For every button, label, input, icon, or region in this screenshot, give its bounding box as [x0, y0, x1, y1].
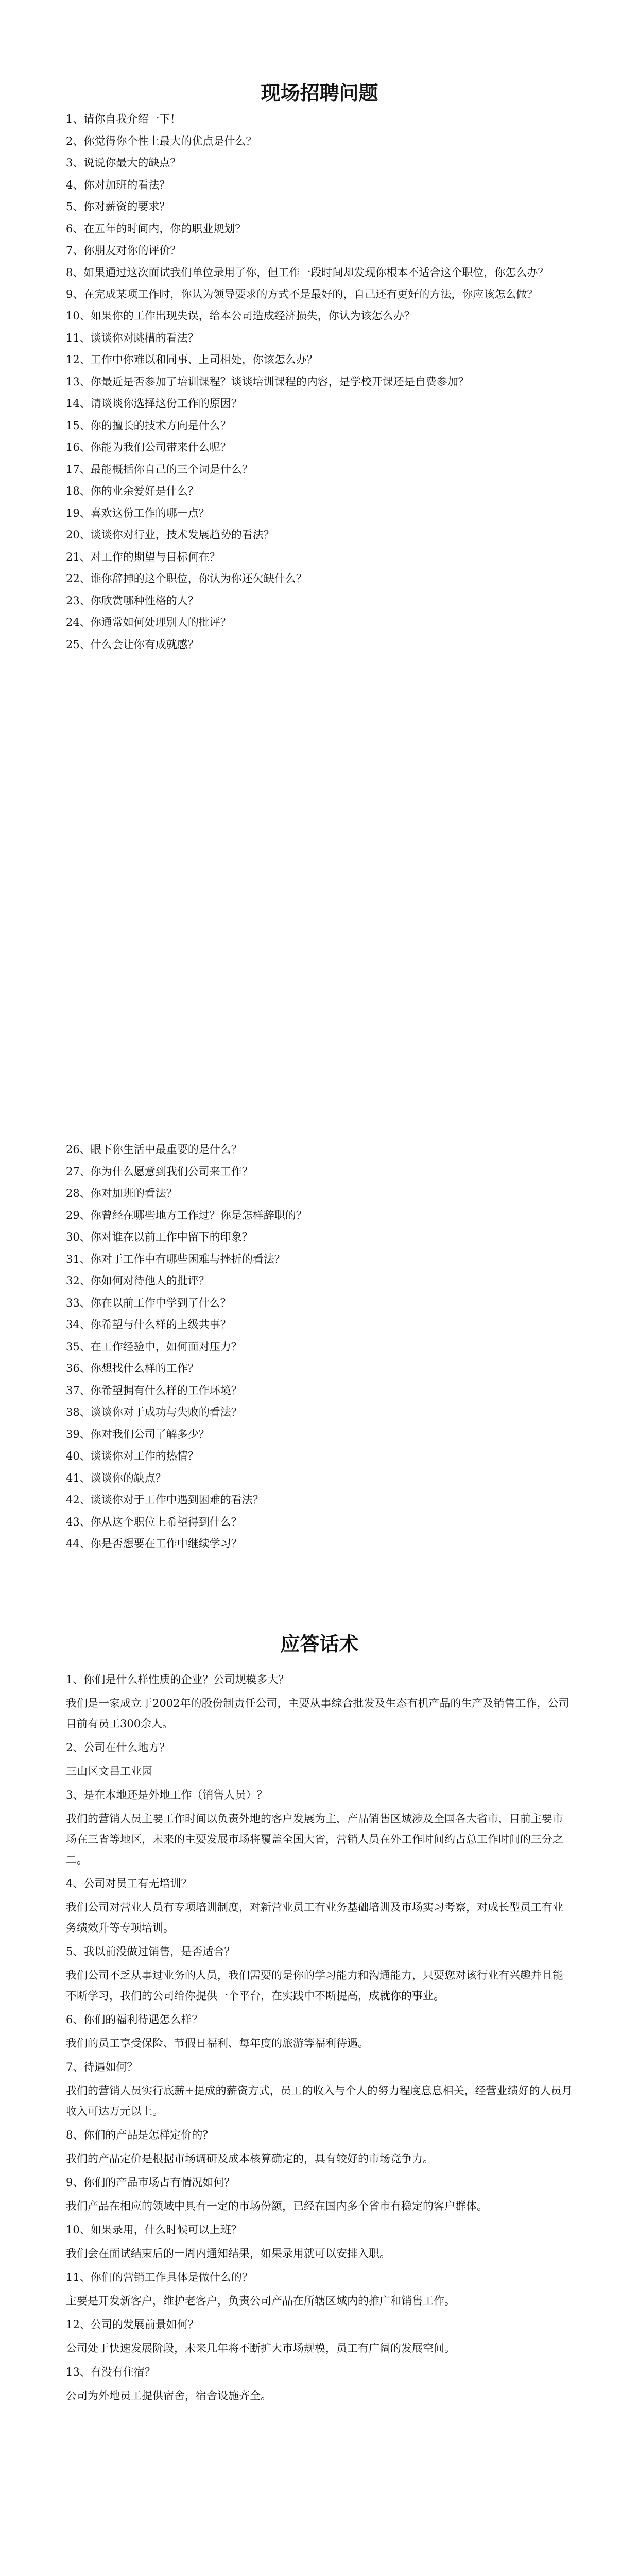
- question-item: 12、工作中你难以和同事、上司相处，你该怎么办？: [66, 353, 318, 366]
- answer-question: 4、公司对员工有无培训？: [66, 1877, 192, 1890]
- question-item: 10、如果你的工作出现失误，给本公司造成经济损失，你认为该怎么办？: [66, 310, 415, 322]
- question-list-1: [66, 108, 573, 655]
- question-item: 14、请谈谈你选择这份工作的原因？: [66, 397, 242, 410]
- question-item: 29、你曾经在哪些地方工作过？你是怎样辞职的？: [66, 1209, 307, 1222]
- question-item: 3、说说你最大的缺点？: [66, 157, 181, 169]
- page-title: 现场招聘问题: [261, 81, 378, 105]
- answer-question: 13、有没有住宿？: [66, 2366, 156, 2378]
- question-item: 43、你从这个职位上希望得到什么？: [66, 1515, 242, 1528]
- answer-text: 我们会在面试结束后的一周内通知结果，如果录用就可以安排入职。: [66, 2247, 390, 2260]
- answer-text: 我们公司不乏从事过业务的人员，我们需要的是你的学习能力和沟通能力，只要您对该行业有兴趣并且能不断学习，我们的公司给你提供一个平台，在实践中不断提高，成就你的事业。: [66, 1969, 563, 2002]
- question-item: 19、喜欢这份工作的哪一点？: [66, 506, 210, 519]
- question-item: 26、眼下你生活中最重要的是什么？: [66, 1143, 242, 1156]
- answer-text: 我们产品在相应的领域中具有一定的市场份额，已经在国内多个省市有稳定的客户群体。: [66, 2200, 488, 2212]
- question-item: 39、你对我们公司了解多少？: [66, 1428, 210, 1440]
- question-item: 31、你对于工作中有哪些困难与挫折的看法？: [66, 1252, 285, 1265]
- question-item: 4、你对加班的看法？: [66, 178, 170, 191]
- answer-question: 2、公司在什么地方？: [66, 1741, 170, 1754]
- answer-text: 我们的营销人员主要工作时间以负责外地的客户发展为主，产品销售区域涉及全国各大省市，目前主要市场在三省等地区，未来的主要发展市场将覆盖全国大省，营销人员在外工作时间约占总工作时间的三分之二。: [66, 1812, 563, 1866]
- answer-text: 我们是一家成立于2002年的股份制责任公司，主要从事综合批发及生态有机产品的生产及销售工作，公司目前有员工300余人。: [66, 1697, 569, 1730]
- question-item: 17、最能概括你自己的三个词是什么？: [66, 463, 253, 476]
- answer-question: 8、你们的产品是怎样定价的？: [66, 2129, 214, 2141]
- question-item: 37、你希望拥有什么样的工作环境？: [66, 1384, 242, 1397]
- answer-text: 我们的产品定价是根据市场调研及成本核算确定的，具有较好的市场竞争力。: [66, 2153, 434, 2165]
- question-item: 18、你的业余爱好是什么？: [66, 485, 199, 497]
- question-item: 22、谁你辞掉的这个职位，你认为你还欠缺什么？: [66, 572, 307, 585]
- question-item: 23、你欣赏哪种性格的人？: [66, 594, 199, 607]
- question-item: 16、你能为我们公司带来什么呢？: [66, 441, 231, 453]
- question-item: 5、你对薪资的要求？: [66, 200, 170, 213]
- section-title: 应答话术: [280, 1632, 359, 1655]
- question-item: 33、你在以前工作中学到了什么？: [66, 1296, 231, 1309]
- answer-question: 12、公司的发展前景如何？: [66, 2318, 199, 2331]
- answer-text: 主要是开发新客户，维护老客户，负责公司产品在所辖区域内的推广和销售工作。: [66, 2295, 455, 2307]
- question-item: 8、如果通过这次面试我们单位录用了你，但工作一段时间却发现你根本不适合这个职位，你怎么办？: [66, 266, 549, 279]
- question-item: 24、你通常如何处理别人的批评？: [66, 616, 231, 629]
- answer-question: 6、你们的福利待遇怎么样？: [66, 2013, 203, 2026]
- question-item: 42、谈谈你对于工作中遇到困难的看法？: [66, 1494, 264, 1506]
- answer-text: 我们公司对营业人员有专项培训制度，对新营业员工有业务基础培训及市场实习考察，对成长型员工有业务绩效升等专项培训。: [66, 1901, 563, 1934]
- answer-text: 公司处于快速发展阶段，未来几年将不断扩大市场规模，员工有广阔的发展空间。: [66, 2342, 455, 2354]
- question-item: 36、你想找什么样的工作？: [66, 1362, 199, 1375]
- question-item: 13、你最近是否参加了培训课程？谈谈培训课程的内容，是学校开课还是自费参加？: [66, 375, 469, 388]
- answer-text: 我们的营销人员实行底薪+提成的薪资方式，员工的收入与个人的努力程度息息相关，经营业绩好的人员月收入可达万元以上。: [66, 2084, 573, 2117]
- question-item: 25、什么会让你有成就感？: [66, 638, 199, 651]
- answer-question: 3、是在本地还是外地工作（销售人员）？: [66, 1789, 268, 1801]
- question-item: 15、你的擅长的技术方向是什么？: [66, 419, 231, 432]
- question-item: 27、你为什么愿意到我们公司来工作？: [66, 1165, 253, 1178]
- answer-list-1: [66, 1669, 573, 2409]
- question-item: 11、谈谈你对跳槽的看法？: [66, 331, 199, 344]
- answer-question: 1、你们是什么样性质的企业？公司规模多大？: [66, 1673, 289, 1686]
- answer-question: 11、你们的营销工作具体是做什么的？: [66, 2271, 253, 2283]
- question-item: 35、在工作经验中，如何面对压力？: [66, 1340, 242, 1353]
- question-item: 41、谈谈你的缺点？: [66, 1471, 166, 1484]
- answer-question: 9、你们的产品市场占有情况如何？: [66, 2176, 235, 2189]
- answer-text: 我们的员工享受保险、节假日福利、每年度的旅游等福利待遇。: [66, 2037, 369, 2049]
- question-item: 34、你希望与什么样的上级共事？: [66, 1318, 231, 1331]
- question-item: 21、对工作的期望与目标何在？: [66, 550, 220, 563]
- question-item: 30、你对谁在以前工作中留下的印象？: [66, 1231, 253, 1243]
- question-item: 28、你对加班的看法？: [66, 1187, 177, 1199]
- question-item: 38、谈谈你对于成功与失败的看法？: [66, 1406, 242, 1418]
- question-item: 32、你如何对待他人的批评？: [66, 1275, 210, 1287]
- answer-text: 公司为外地员工提供宿舍，宿舍设施齐全。: [66, 2389, 271, 2402]
- question-item: 7、你朋友对你的评价？: [66, 244, 181, 257]
- question-item: 1、请你自我介绍一下！: [66, 113, 181, 125]
- question-item: 20、谈谈你对行业，技术发展趋势的看法？: [66, 529, 274, 541]
- answer-text: 三山区文昌工业园: [66, 1765, 152, 1777]
- question-item: 40、谈谈你对工作的热情？: [66, 1450, 199, 1462]
- question-item: 6、在五年的时间内，你的职业规划？: [66, 222, 246, 235]
- answer-question: 7、待遇如何？: [66, 2061, 138, 2073]
- answer-question: 5、我以前没做过销售，是否适合？: [66, 1945, 235, 1958]
- question-item: 9、在完成某项工作时，你认为领导要求的方式不是最好的，自己还有更好的方法，你应该怎么做？: [66, 287, 538, 300]
- question-list-2: [66, 1139, 573, 1555]
- question-item: 2、你觉得你个性上最大的优点是什么？: [66, 134, 257, 147]
- question-item: 44、你是否想要在工作中继续学习？: [66, 1537, 242, 1550]
- answer-question: 10、如果录用，什么时候可以上班？: [66, 2224, 242, 2236]
